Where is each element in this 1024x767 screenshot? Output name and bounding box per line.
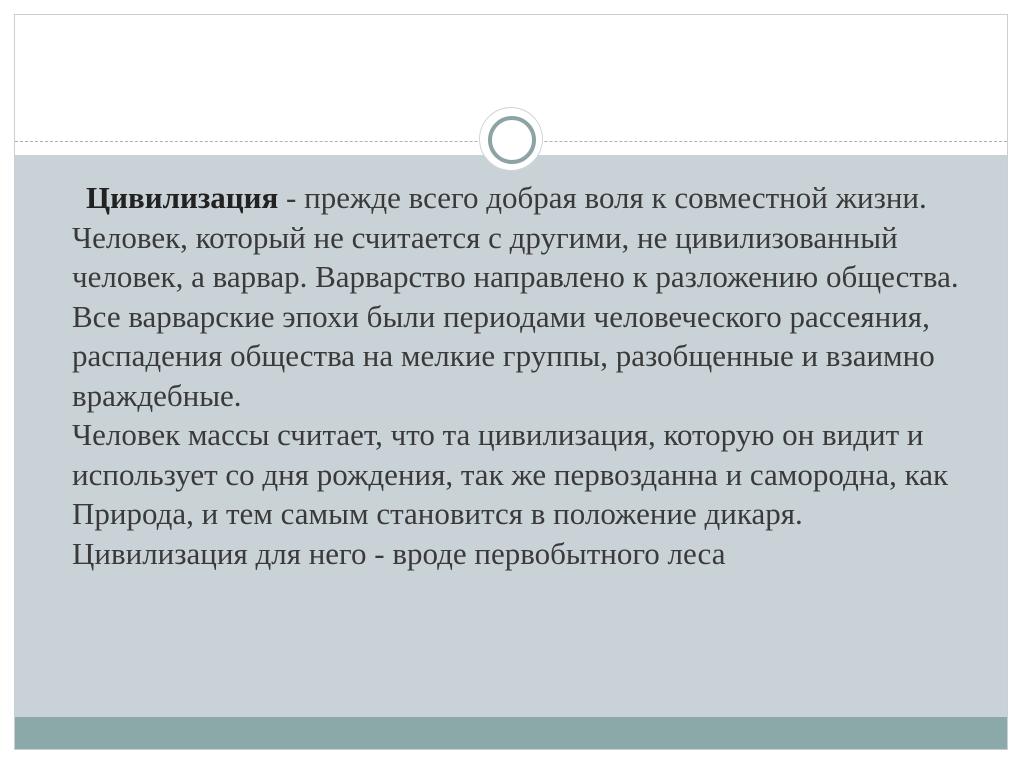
lead-term: Цивилизация — [86, 180, 279, 215]
paragraph-2: Человек массы считает, что та цивилизация, которую он видит и использует со дня рождения, так же первозданна и самородна, как Природа, и тем самым становится в положение дикаря. Цивилизация для него - вроде первобытного леса — [72, 417, 949, 571]
paragraph-1-text: - прежде всего добрая воля к совместной жизни. Человек, который не считается с другими, не цивилизованный человек, а варвар. Варварство направлено к разложению общества. Все варварские эпохи были периодами человеческого рассеяния, распадения общества на мелкие группы, разобщенные и взаимно враждебные. — [72, 180, 959, 413]
slide-body-text — [72, 178, 962, 573]
circle-ring-inner-icon — [488, 116, 536, 164]
paragraph-1 — [72, 178, 962, 415]
